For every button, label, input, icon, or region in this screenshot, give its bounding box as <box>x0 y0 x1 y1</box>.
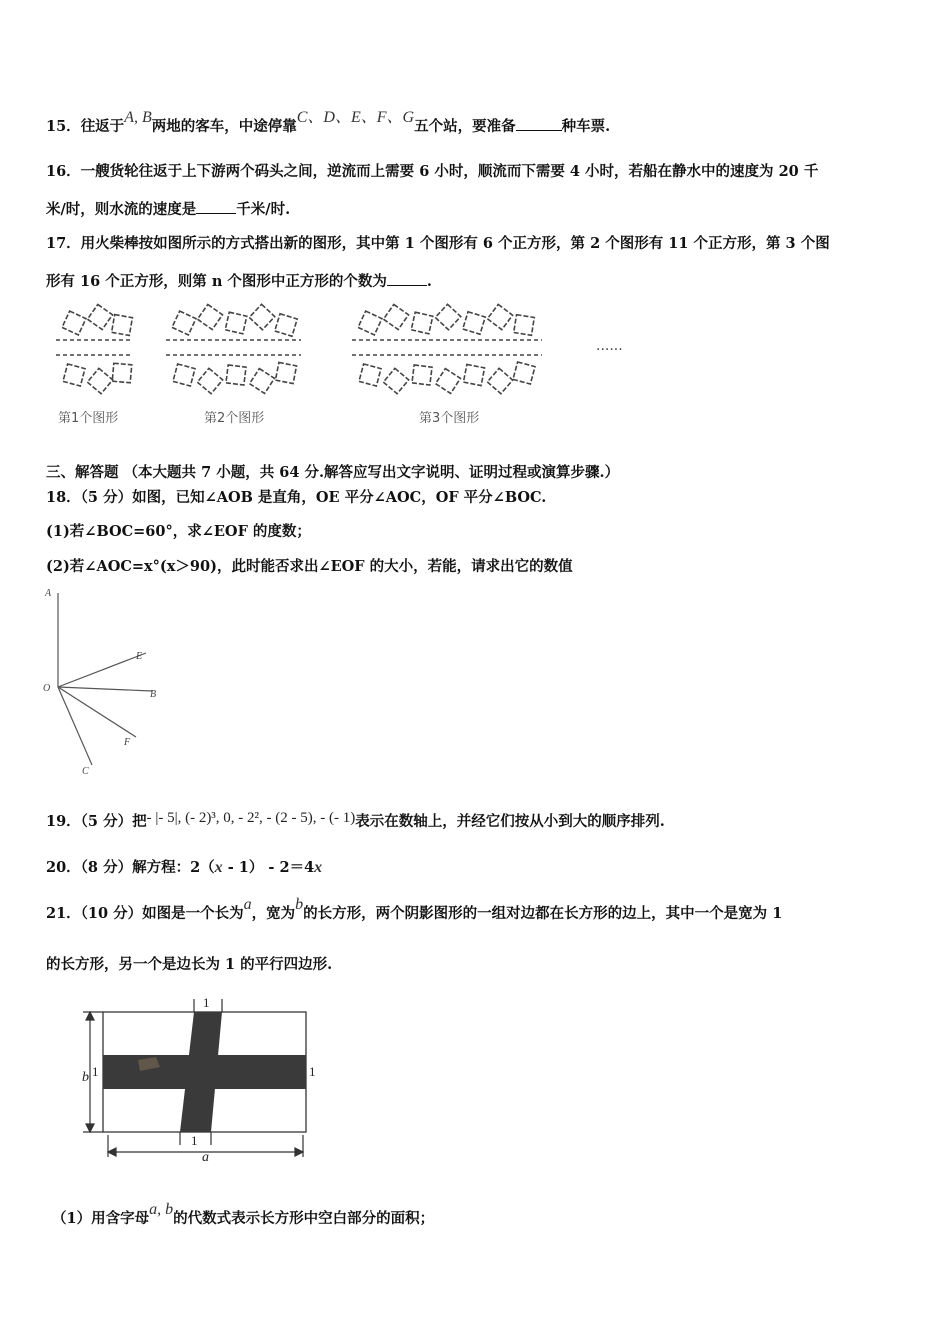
label-F: F <box>124 737 131 748</box>
right-height-1: 1 <box>309 1064 316 1079</box>
question-18-part1: (1)若∠BOC=60°，求∠EOF 的度数； <box>46 523 311 540</box>
question-17-line1: 17．用火柴棒按如图所示的方式搭出新的图形，其中第 1 个图形有 6 个正方形，第 2 个图形有 11 个正方形，第 3 个图 <box>46 235 830 252</box>
question-16-line2: 米/时，则水流的速度是 千米/时. <box>46 201 291 218</box>
label-E: E <box>136 651 143 662</box>
matchstick-figure-3 <box>352 302 542 426</box>
angle-diagram <box>40 585 170 780</box>
question-19: 19．（5 分）把- |- 5|, (- 2)³, 0, - 2², - (2 - 5), - (- 1)表示在数轴上，并经它们按从小到大的顺序排列. <box>46 810 665 830</box>
question-18-part2: (2)若∠AOC=x°(x＞90)，此时能否求出∠EOF 的大小，若能，请求出它的数值 <box>46 558 573 575</box>
label-A: A <box>45 588 52 599</box>
matchstick-figure-2 <box>166 302 301 426</box>
label-a: a <box>202 1150 209 1165</box>
answer-blank-15[interactable] <box>516 116 562 131</box>
question-21-part1: （1）用含字母a, b的代数式表示长方形中空白部分的面积； <box>52 1201 435 1227</box>
bottom-width-1: 1 <box>191 1133 198 1148</box>
number-list: - |- 5|, (- 2)³, 0, - 2², - (2 - 5), - (- 1) <box>146 810 356 826</box>
question-21-line2: 的长方形，另一个是边长为 1 的平行四边形. <box>46 956 333 973</box>
section-3-heading: 三、解答题 （本大题共 7 小题，共 64 分.解答应写出文字说明、证明过程或演算步骤.） <box>46 464 620 481</box>
figure-1-caption: 第1个图形 <box>58 411 119 426</box>
question-16-line1: 16．一艘货轮往返于上下游两个码头之间，逆流而上需要 6 小时，顺流而下需要 4 小时，若船在静水中的速度为 20 千 <box>46 163 819 180</box>
question-20: 20．（8 分）解方程：2（x - 1） - 2＝4x <box>46 859 323 876</box>
matchstick-figure-1 <box>56 303 137 426</box>
question-18-stem: 18．（5 分）如图，已知∠AOB 是直角，OE 平分∠AOC，OF 平分∠BOC. <box>46 489 547 506</box>
label-b: b <box>82 1070 89 1085</box>
math-stations: C、D、E、F、G <box>296 109 415 126</box>
answer-blank-16[interactable] <box>196 199 236 214</box>
question-17-line2: 形有 16 个正方形，则第 n 个图形中正方形的个数为 . <box>46 273 432 290</box>
left-height-1: 1 <box>92 1064 99 1079</box>
top-width-1: 1 <box>203 995 210 1010</box>
label-O: O <box>43 683 51 694</box>
label-B: B <box>150 689 157 700</box>
question-21-line1: 21．（10 分）如图是一个长为a，宽为b的长方形，两个阴影图形的一组对边都在长方形的边上，其中一个是宽为 1 <box>46 896 783 922</box>
figure-ellipsis: ...... <box>596 338 623 354</box>
figure-2-caption: 第2个图形 <box>204 411 265 426</box>
matchstick-figures <box>44 295 644 430</box>
rectangle-diagram <box>78 995 328 1165</box>
figure-3-caption: 第3个图形 <box>419 411 480 426</box>
answer-blank-17[interactable] <box>387 271 427 286</box>
label-C: C <box>82 766 89 777</box>
math-ab: A, B <box>124 109 152 126</box>
question-15: 15．往返于A, B两地的客车，中途停靠C、D、E、F、G五个站，要准备 种车票. <box>46 109 611 135</box>
